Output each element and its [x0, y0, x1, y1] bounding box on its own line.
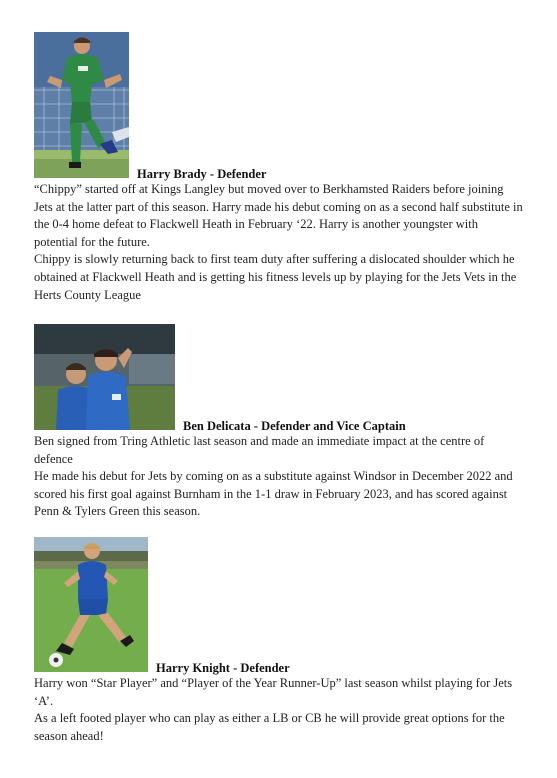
profile-header	[34, 32, 524, 181]
bio-paragraph: Ben signed from Tring Athletic last season and made an immediate impact at the centre of defence	[34, 434, 485, 466]
player-name: Ben Delicata - Defender and Vice Captain	[183, 419, 406, 433]
player-name: Harry Brady - Defender	[137, 167, 267, 181]
player-bio	[34, 181, 524, 304]
bio-paragraph: Chippy is slowly returning back to first team duty after suffering a dislocated shoulder which he obtained at Flackwell Heath and is getting his fitness levels up by playing for the Jets Vets in the Herts County League	[34, 252, 517, 302]
player-photo-blue-kit-dribbling-icon	[34, 537, 148, 672]
bio-paragraph: Harry won “Star Player” and “Player of the Year Runner-Up” last season whilst playing for Jets ‘A’.	[34, 676, 513, 708]
bio-paragraph: He made his debut for Jets by coming on as a substitute against Windsor in December 2022 and scored his first goal against Burnham in the 1-1 draw in February 2023, and has scored against Penn & Tylers Green this season.	[34, 469, 513, 519]
player-profile	[34, 324, 524, 521]
player-bio	[34, 675, 524, 745]
player-name: Harry Knight - Defender	[156, 661, 290, 675]
player-photo	[34, 324, 175, 430]
profile-header	[34, 324, 524, 433]
player-profile	[34, 537, 524, 745]
player-profile	[34, 32, 524, 304]
bio-paragraph: “Chippy” started off at Kings Langley but moved over to Berkhamsted Raiders before joining Jets at the latter part of this season. Harry made his debut coming on as a second half substitute in the 0-4 home defeat to Flackwell Heath in February ‘22. Harry is another youngster with potential for the future.	[34, 182, 523, 249]
player-photo-green-kit-icon	[34, 32, 129, 178]
player-photo-blue-kit-celebration-icon	[34, 324, 175, 430]
player-photo	[34, 32, 129, 178]
player-bio	[34, 433, 524, 521]
profile-header	[34, 537, 524, 675]
player-photo	[34, 537, 148, 672]
bio-paragraph: As a left footed player who can play as either a LB or CB he will provide great options for the season ahead!	[34, 711, 505, 743]
